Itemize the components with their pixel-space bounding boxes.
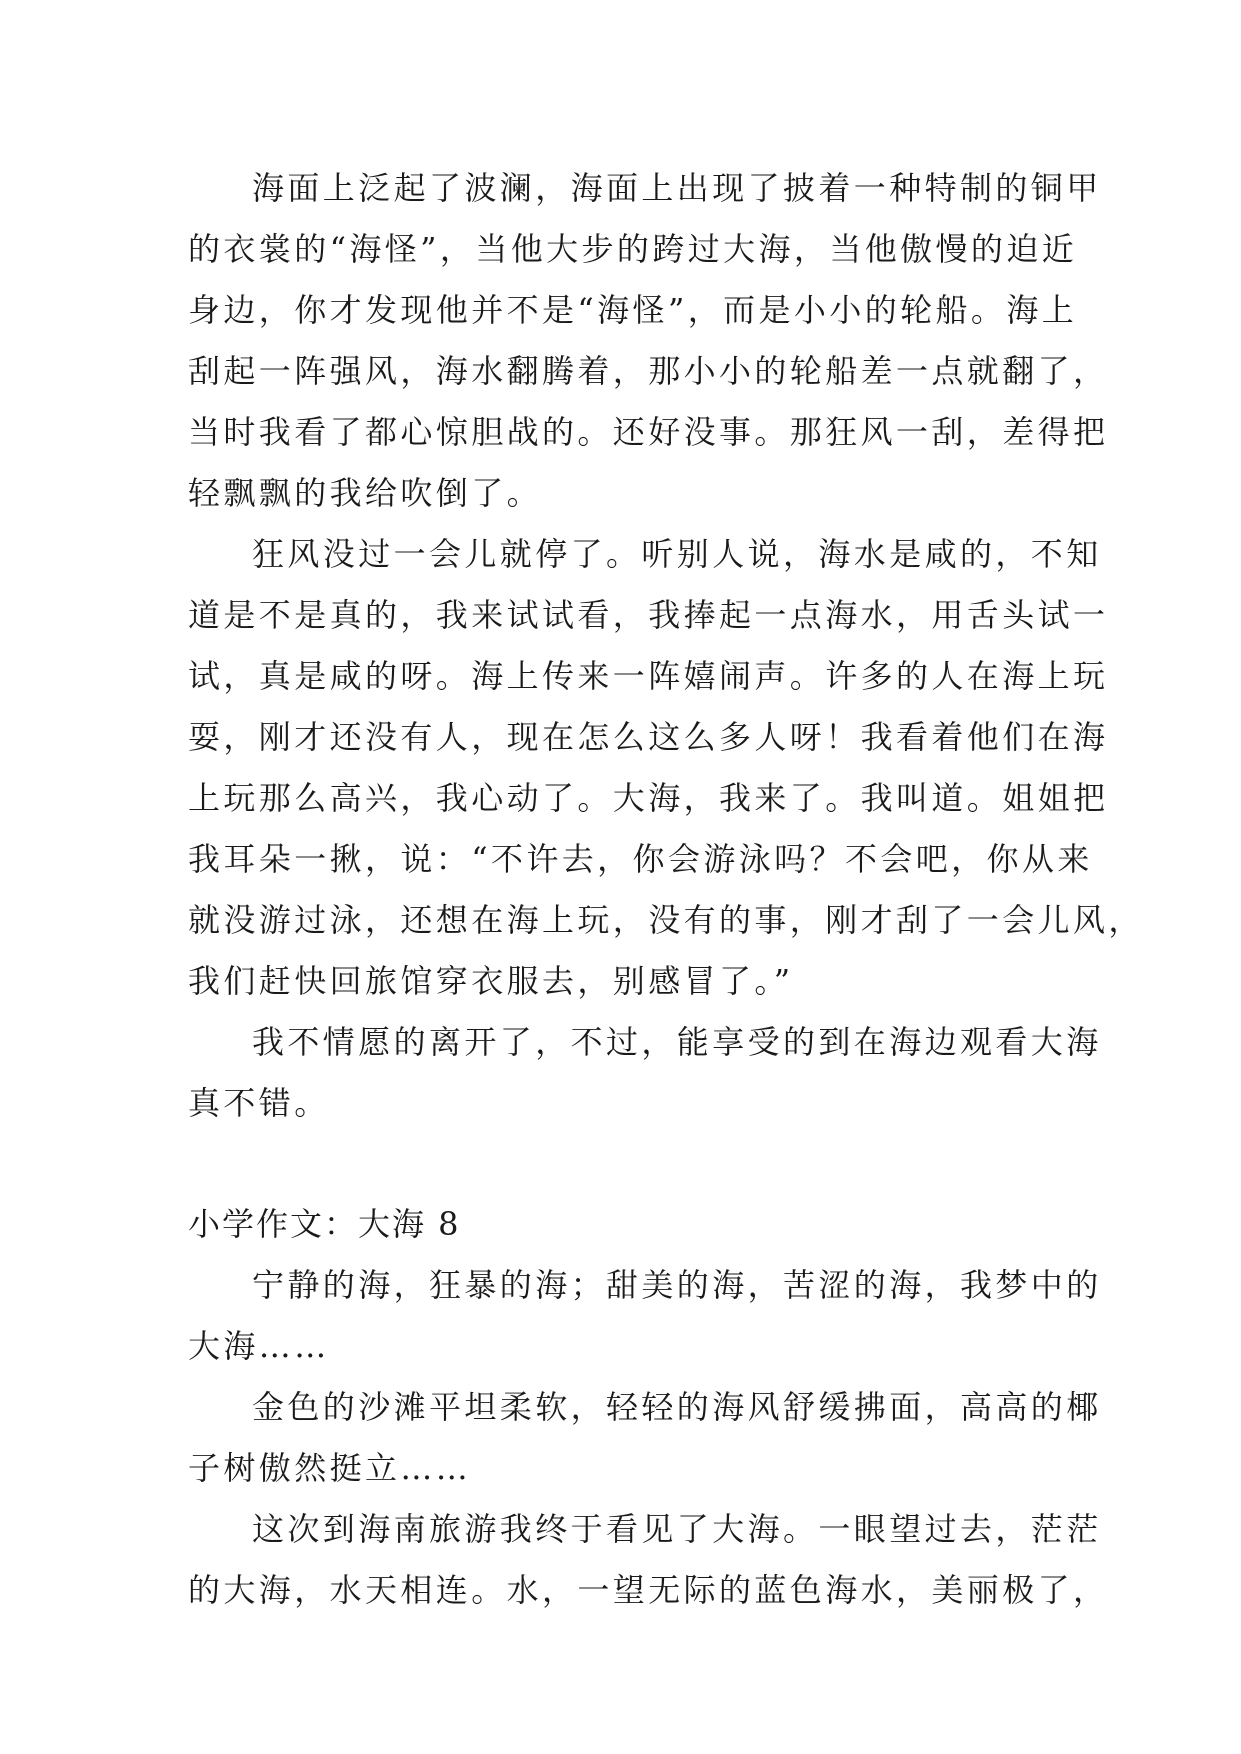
paragraph-line: 身边，你才发现他并不是“海怪”，而是小小的轮船。海上 [188,291,1078,329]
paragraph-line: 狂风没过一会儿就停了。听别人说，海水是咸的，不知 [252,535,1102,573]
paragraph-line: 我不情愿的离开了，不过，能享受的到在海边观看大海 [252,1023,1102,1061]
paragraph-line: 当时我看了都心惊胆战的。还好没事。那狂风一刮，差得把 [188,413,1109,451]
paragraph-line: 我耳朵一揪，说：“不许去，你会游泳吗？不会吧，你从来 [188,840,1093,878]
paragraph-line: 大海…… [188,1327,330,1365]
paragraph-line: 的大海，水天相连。水，一望无际的蓝色海水，美丽极了， [188,1571,1109,1609]
paragraph-line: 海面上泛起了波澜，海面上出现了披着一种特制的铜甲 [252,169,1102,207]
section-heading: 小学作文：大海 8 [188,1205,461,1243]
paragraph-line: 轻飘飘的我给吹倒了。 [188,474,543,512]
paragraph-line: 子树傲然挺立…… [188,1449,472,1487]
section-gap [188,1134,1058,1194]
paragraph-line: 这次到海南旅游我终于看见了大海。一眼望过去，茫茫 [252,1510,1102,1548]
document-page [188,158,1144,1621]
paragraph-line: 就没游过泳，还想在海上玩，没有的事，刚才刮了一会儿风， [188,901,1144,939]
paragraph-line: 道是不是真的，我来试试看，我捧起一点海水，用舌头试一 [188,596,1109,634]
paragraph-line: 的衣裳的“海怪”，当他大步的跨过大海，当他傲慢的迫近 [188,230,1078,268]
paragraph-line: 耍，刚才还没有人，现在怎么这么多人呀！我看着他们在海 [188,718,1109,756]
paragraph-line: 金色的沙滩平坦柔软，轻轻的海风舒缓拂面，高高的椰 [252,1388,1102,1426]
paragraph-line: 刮起一阵强风，海水翻腾着，那小小的轮船差一点就翻了， [188,352,1109,390]
paragraph-line: 上玩那么高兴，我心动了。大海，我来了。我叫道。姐姐把 [188,779,1109,817]
paragraph-line: 宁静的海，狂暴的海；甜美的海，苦涩的海，我梦中的 [252,1266,1102,1304]
paragraph-line: 试，真是咸的呀。海上传来一阵嬉闹声。许多的人在海上玩 [188,657,1109,695]
paragraph-line: 真不错。 [188,1084,330,1122]
paragraph-line: 我们赶快回旅馆穿衣服去，别感冒了。” [188,962,794,1000]
